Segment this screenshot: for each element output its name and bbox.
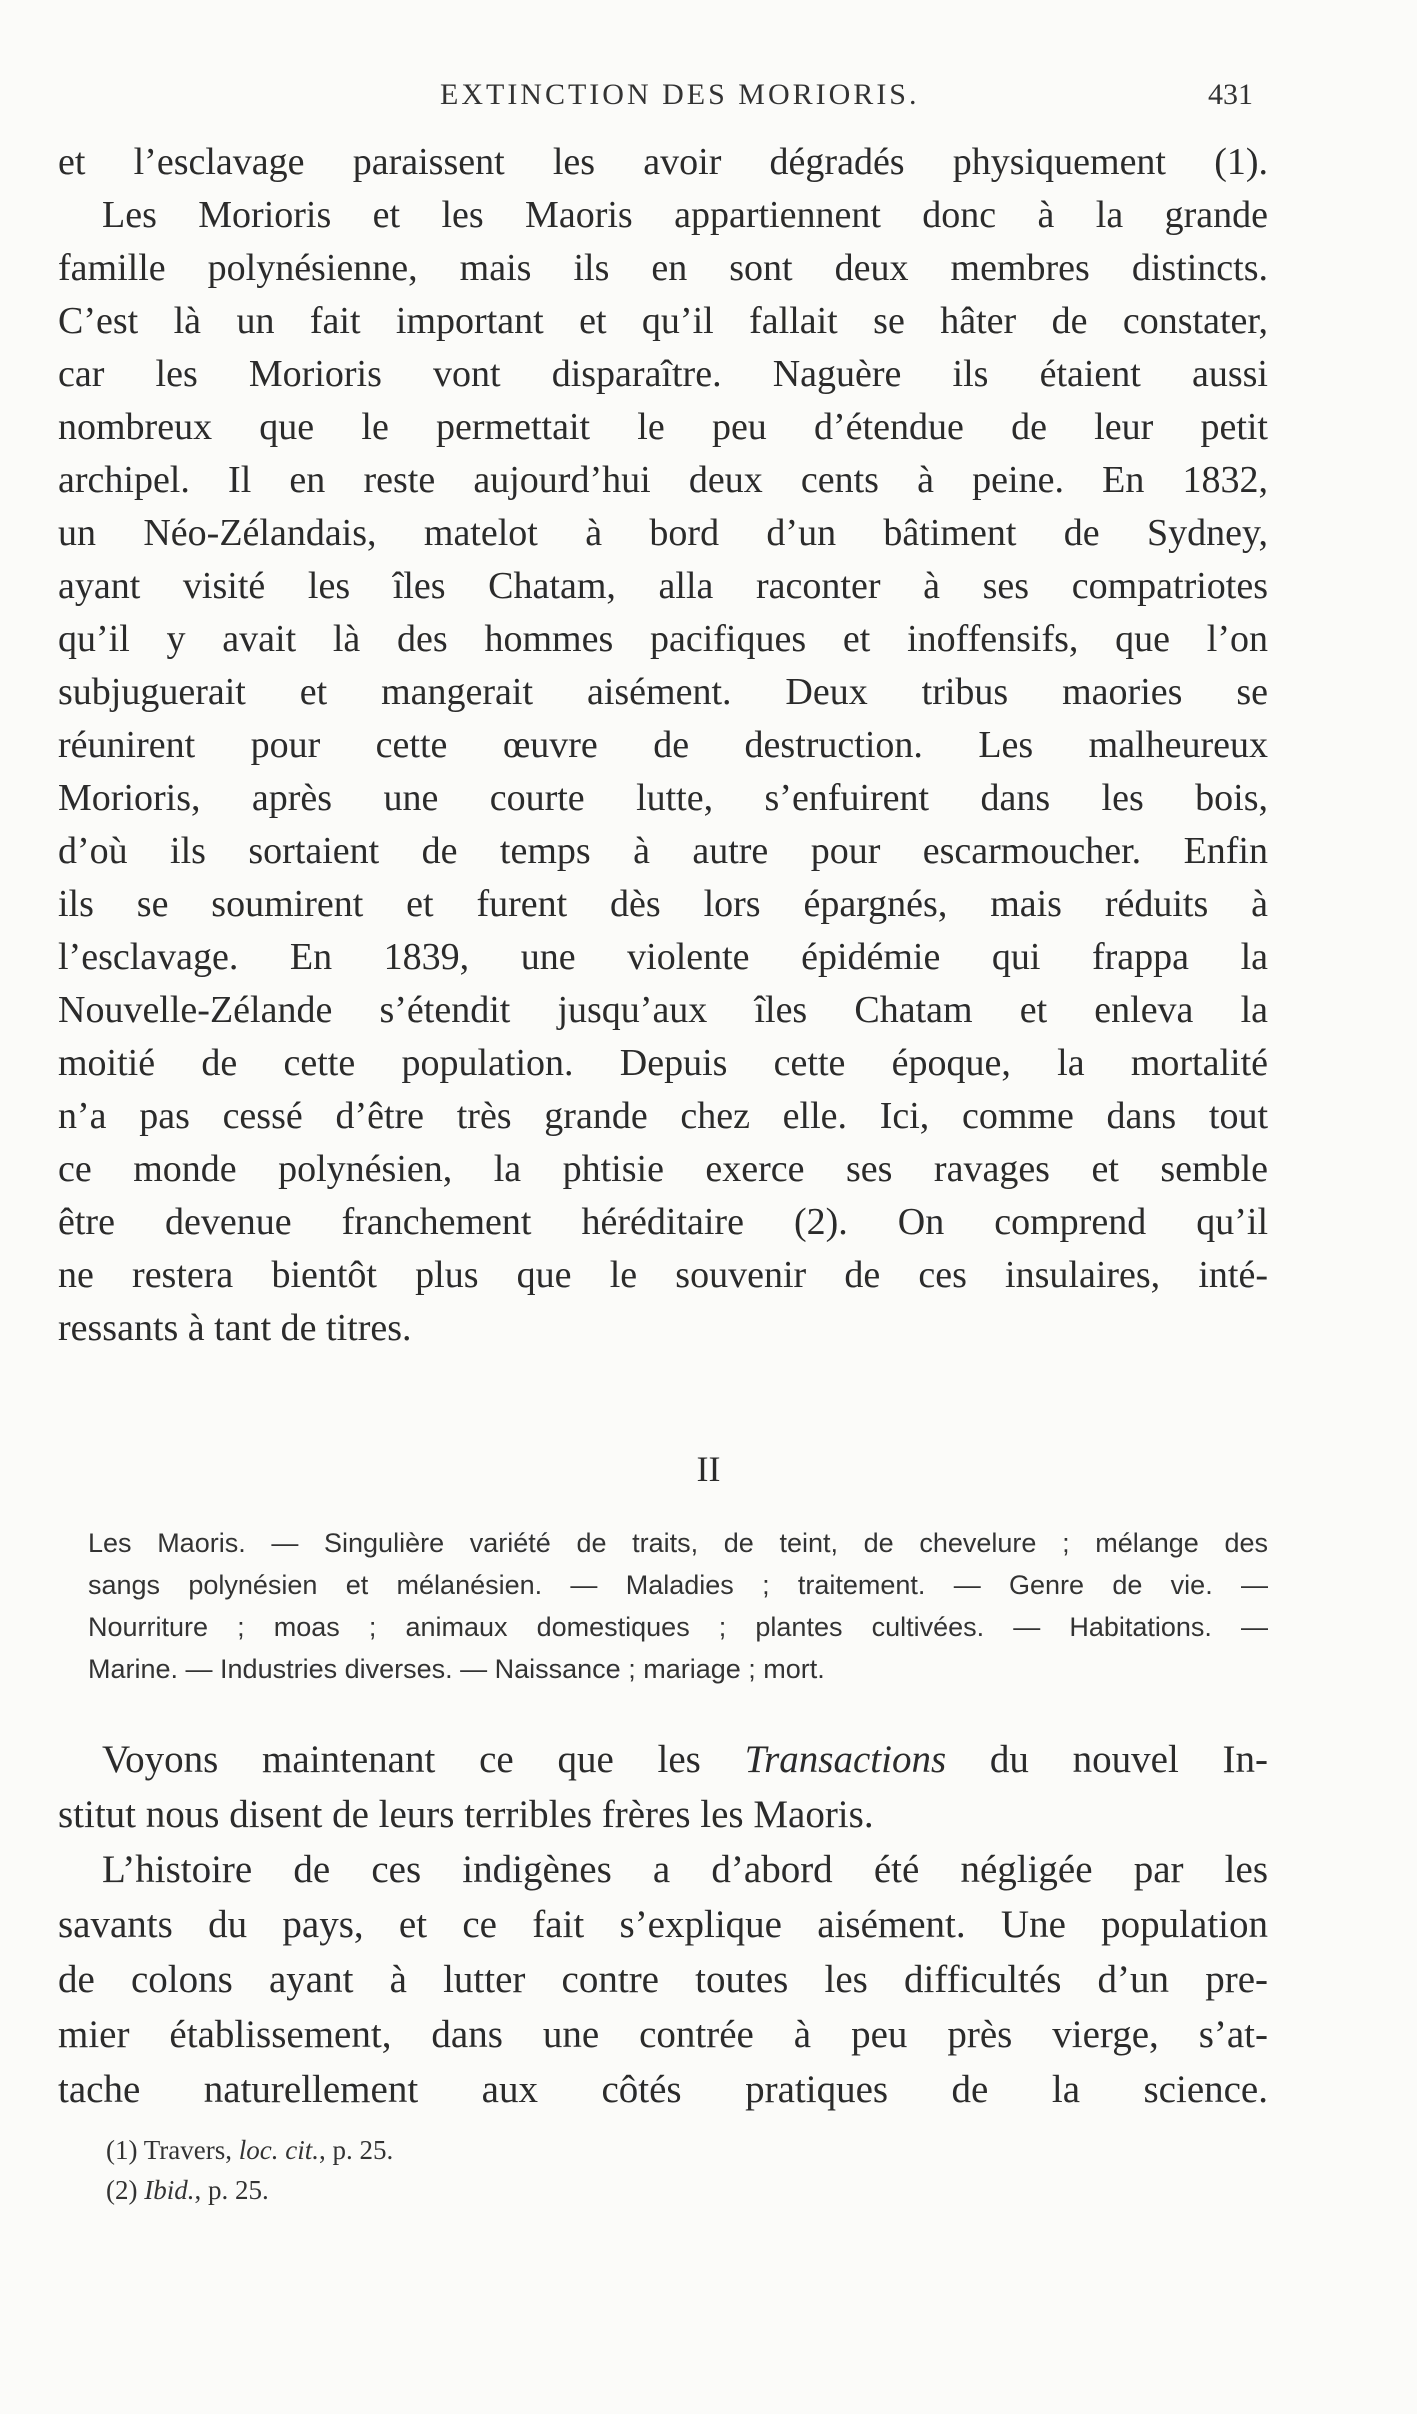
text-line: archipel. Il en reste aujourd’hui deux cents à peine. En 1832, <box>58 459 1268 501</box>
text-line: moitié de cette population. Depuis cette époque, la mortalité <box>58 1042 1268 1084</box>
text-line: ressants à tant de titres. <box>58 1307 412 1349</box>
text-line: savants du pays, et ce fait s’explique aisément. Une population <box>58 1903 1268 1946</box>
summary-line: Marine. — Industries diverses. — Naissance ; mariage ; mort. <box>88 1654 825 1684</box>
text-line: ne restera bientôt plus que le souvenir de ces insulaires, inté- <box>58 1254 1268 1296</box>
text-line: réunirent pour cette œuvre de destruction. Les malheureux <box>58 724 1268 766</box>
text-line: stitut nous disent de leurs terribles frères les Maoris. <box>58 1793 874 1836</box>
italic-title: Transactions <box>744 1738 947 1781</box>
text-line: de colons ayant à lutter contre toutes les difficultés d’un pre- <box>58 1958 1268 2001</box>
text-line: ils se soumirent et furent dès lors épargnés, mais réduits à <box>58 883 1268 925</box>
footnote-page: , p. 25. <box>194 2175 269 2205</box>
text-line: C’est là un fait important et qu’il fallait se hâter de constater, <box>58 300 1268 342</box>
running-title: EXTINCTION DES MORIORIS. <box>440 78 920 111</box>
footnote-page: , p. 25. <box>319 2135 394 2165</box>
text-line: être devenue franchement héréditaire (2). On comprend qu’il <box>58 1201 1268 1243</box>
text-segment: du nouvel In- <box>946 1738 1268 1781</box>
text-line: mier établissement, dans une contrée à peu près vierge, s’at- <box>58 2013 1268 2056</box>
text-line: nombreux que le permettait le peu d’étendue de leur petit <box>58 406 1268 448</box>
footnote-2 <box>106 2170 393 2210</box>
text-line: Morioris, après une courte lutte, s’enfuirent dans les bois, <box>58 777 1268 819</box>
text-line: qu’il y avait là des hommes pacifiques et inoffensifs, que l’on <box>58 618 1268 660</box>
text-line: car les Morioris vont disparaître. Naguère ils étaient aussi <box>58 353 1268 395</box>
text-line: et l’esclavage paraissent les avoir dégradés physiquement (1). <box>58 141 1268 183</box>
footnote-1 <box>106 2130 393 2170</box>
footnote-marker: (1) <box>106 2135 138 2165</box>
footnote-author: Travers, <box>143 2135 233 2165</box>
text-line: subjuguerait et mangerait aisément. Deux tribus maories se <box>58 671 1268 713</box>
section-summary <box>88 1522 1268 1690</box>
paragraph-1 <box>58 136 1268 1355</box>
summary-line: sangs polynésien et mélanésien. — Maladies ; traitement. — Genre de vie. — <box>88 1570 1268 1600</box>
text-line: famille polynésienne, mais ils en sont deux membres distincts. <box>58 247 1268 289</box>
summary-line: Les Maoris. — Singulière variété de traits, de teint, de chevelure ; mélange des <box>88 1528 1268 1558</box>
text-line: tache naturellement aux côtés pratiques de la science. <box>58 2068 1268 2111</box>
page-number: 431 <box>1208 78 1253 111</box>
footnote-reference: Ibid. <box>144 2175 195 2205</box>
text-line: ce monde polynésien, la phtisie exerce ses ravages et semble <box>58 1148 1268 1190</box>
text-line: Nouvelle-Zélande s’étendit jusqu’aux îles Chatam et enleva la <box>58 989 1268 1031</box>
text-line <box>58 1732 1268 1787</box>
text-line: l’esclavage. En 1839, une violente épidémie qui frappa la <box>58 936 1268 978</box>
text-line: un Néo-Zélandais, matelot à bord d’un bâtiment de Sydney, <box>58 512 1268 554</box>
text-line: Les Morioris et les Maoris appartiennent donc à la grande <box>102 194 1268 236</box>
running-header <box>0 78 1417 118</box>
text-line: n’a pas cessé d’être très grande chez elle. Ici, comme dans tout <box>58 1095 1268 1137</box>
section-heading: II <box>696 1449 721 1489</box>
footnote-reference: loc. cit. <box>238 2135 319 2165</box>
text-line: L’histoire de ces indigènes a d’abord été négligée par les <box>102 1848 1268 1891</box>
text-line: ayant visité les îles Chatam, alla raconter à ses compatriotes <box>58 565 1268 607</box>
paragraph-2-3 <box>58 1732 1268 2117</box>
summary-line: Nourriture ; moas ; animaux domestiques ; plantes cultivées. — Habitations. — <box>88 1612 1268 1642</box>
footnotes <box>106 2130 393 2210</box>
footnote-marker: (2) <box>106 2175 138 2205</box>
text-line: d’où ils sortaient de temps à autre pour escarmoucher. Enfin <box>58 830 1268 872</box>
text-segment: Voyons maintenant ce que les <box>102 1738 745 1781</box>
